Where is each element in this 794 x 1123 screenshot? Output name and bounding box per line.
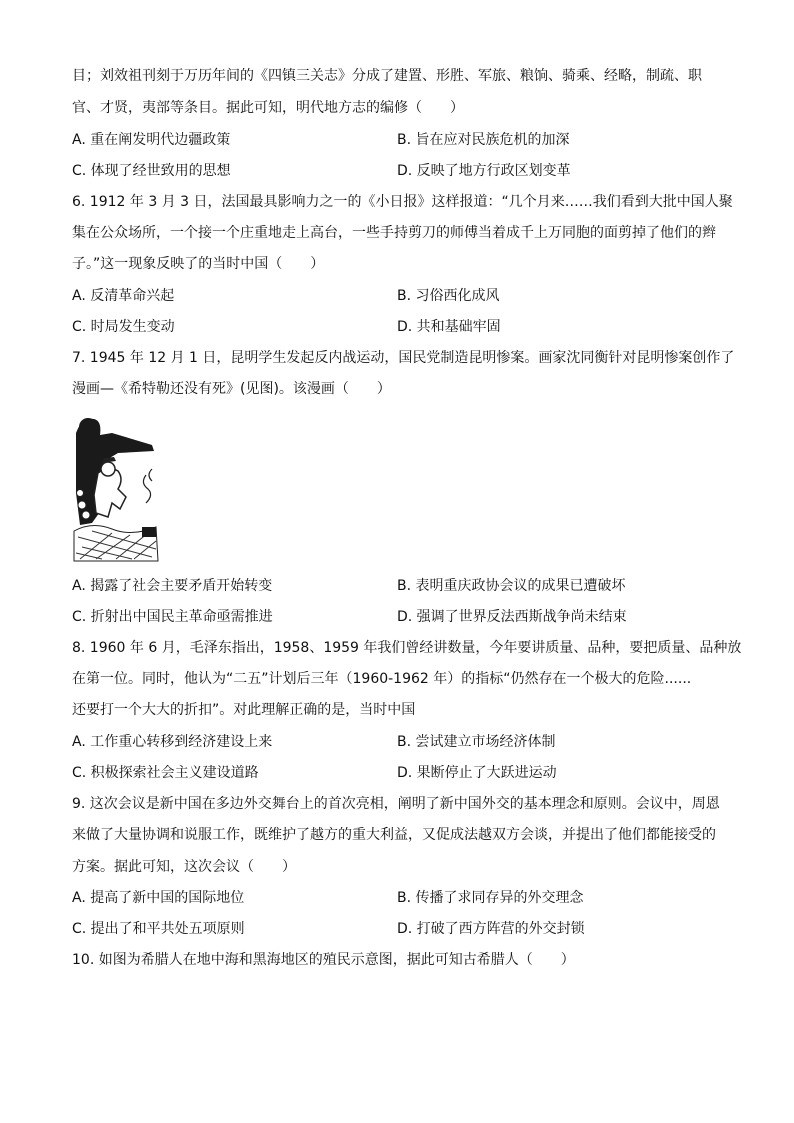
q5-option-a[interactable]: A. 重在阐发明代边疆政策 <box>72 132 231 148</box>
cartoon-image <box>72 413 160 563</box>
q7-option-d[interactable]: D. 强调了世界反法西斯战争尚未结束 <box>397 609 627 625</box>
q7-option-a[interactable]: A. 揭露了社会主要矛盾开始转变 <box>72 578 273 594</box>
q9-option-a[interactable]: A. 提高了新中国的国际地位 <box>72 890 245 906</box>
q8-line-1: 8. 1960 年 6 月，毛泽东指出，1958、1959 年我们曾经讲数量，今年要讲质量、品种，要把质量、品种放 <box>72 640 742 656</box>
q9-line-3: 方案。据此可知，这次会议（ ） <box>72 859 296 875</box>
q8-line-2: 在第一位。同时，他认为“二五”计划后三年（1960-1962 年）的指标“仍然存在一个极大的危险...... <box>72 671 692 687</box>
q8-line-3: 还要打一个大大的折扣”。对此理解正确的是，当时中国 <box>72 702 416 718</box>
q9-option-b[interactable]: B. 传播了求同存异的外交理念 <box>397 890 584 906</box>
q7-line-2: 漫画—《希特勒还没有死》(见图)。该漫画（ ） <box>72 381 391 397</box>
q9-line-2: 来做了大量协调和说服工作，既维护了越方的重大利益，又促成法越双方会谈，并提出了他们都能接受的 <box>72 827 716 843</box>
q5-option-c[interactable]: C. 体现了经世致用的思想 <box>72 163 231 179</box>
q6-option-a[interactable]: A. 反清革命兴起 <box>72 288 175 304</box>
q9-option-d[interactable]: D. 打破了西方阵营的外交封锁 <box>397 921 585 937</box>
q6-line-3: 子。”这一现象反映了的当时中国（ ） <box>72 256 325 272</box>
q8-option-d[interactable]: D. 果断停止了大跃进运动 <box>397 765 557 781</box>
q6-option-d[interactable]: D. 共和基础牢固 <box>397 319 501 335</box>
q7-option-c[interactable]: C. 折射出中国民主革命亟需推进 <box>72 609 273 625</box>
q6-line-1: 6. 1912 年 3 月 3 日，法国最具影响力之一的《小日报》这样报道：“几个月来……我们看到大批中国人聚 <box>72 194 733 210</box>
q5-option-b[interactable]: B. 旨在应对民族危机的加深 <box>397 132 570 148</box>
q5-line-1: 目；刘效祖刊刻于万历年间的《四镇三关志》分成了建置、形胜、军旅、粮饷、骑乘、经略，制疏、职 <box>72 68 702 84</box>
q7-line-1: 7. 1945 年 12 月 1 日，昆明学生发起反内战运动，国民党制造昆明惨案。画家沈同衡针对昆明惨案创作了 <box>72 350 735 366</box>
q9-line-1: 9. 这次会议是新中国在多边外交舞台上的首次亮相，阐明了新中国外交的基本理念和原则。会议中，周恩 <box>72 796 720 812</box>
q8-option-c[interactable]: C. 积极探索社会主义建设道路 <box>72 765 259 781</box>
q8-option-a[interactable]: A. 工作重心转移到经济建设上来 <box>72 734 273 750</box>
q9-option-c[interactable]: C. 提出了和平共处五项原则 <box>72 921 245 937</box>
q8-option-b[interactable]: B. 尝试建立市场经济体制 <box>397 734 556 750</box>
q6-option-c[interactable]: C. 时局发生变动 <box>72 319 175 335</box>
q6-option-b[interactable]: B. 习俗西化成风 <box>397 288 500 304</box>
q7-option-b[interactable]: B. 表明重庆政协会议的成果已遭破坏 <box>397 578 626 594</box>
q6-line-2: 集在公众场所，一个接一个庄重地走上高台，一些手持剪刀的师傅当着成千上万同胞的面剪掉了他们的辫 <box>72 225 716 241</box>
q5-line-2: 官、才贤，夷部等条目。据此可知，明代地方志的编修（ ） <box>72 100 464 116</box>
q5-option-d[interactable]: D. 反映了地方行政区划变革 <box>397 163 571 179</box>
q10-line-1: 10. 如图为希腊人在地中海和黑海地区的殖民示意图，据此可知古希腊人（ ） <box>72 952 575 968</box>
